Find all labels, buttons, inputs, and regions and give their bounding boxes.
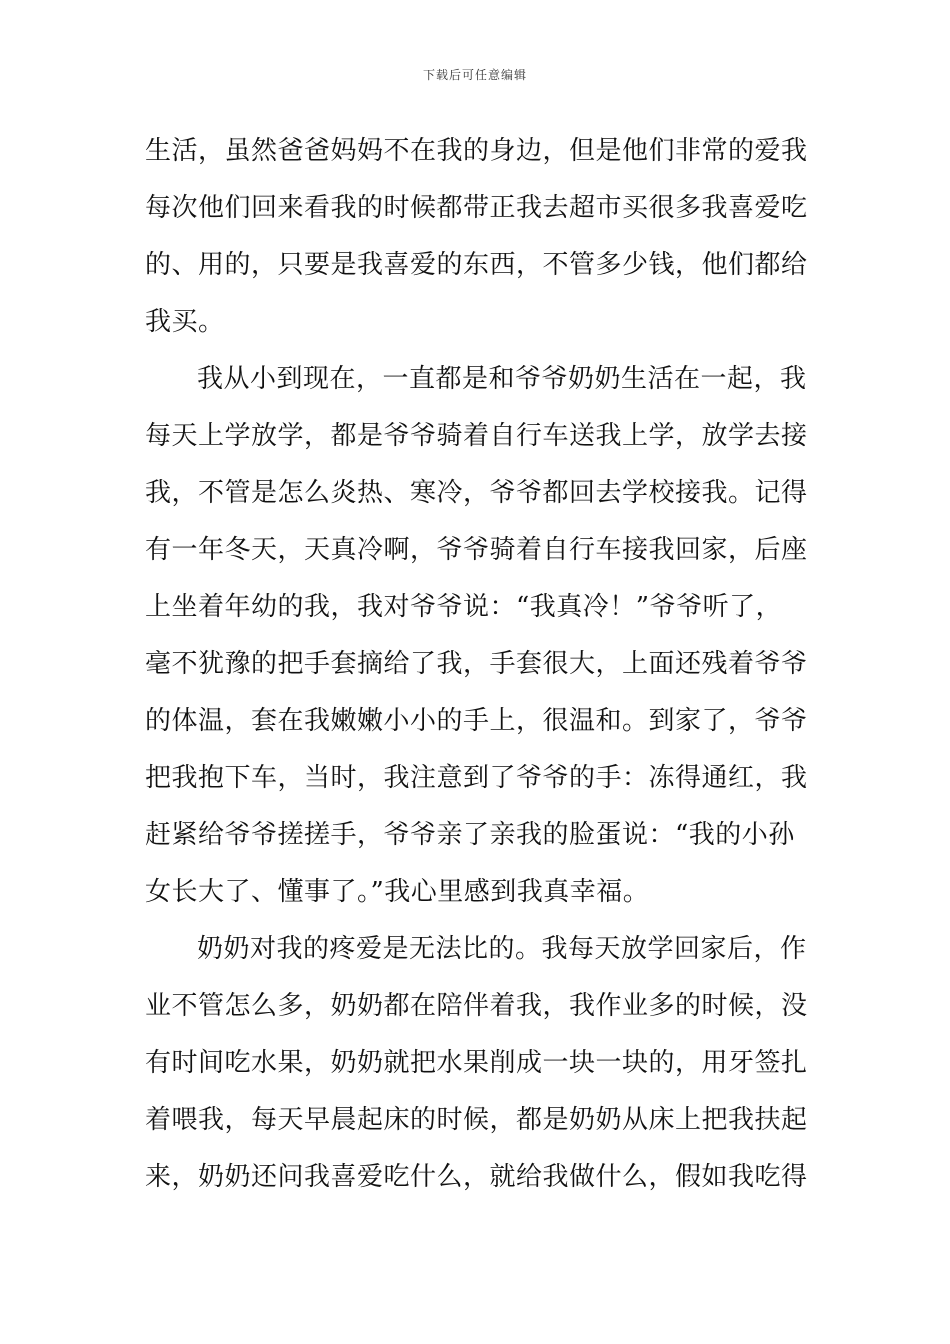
text-line: 有一年冬天，天真冷啊，爷爷骑着自行车接我回家，后座 [145, 535, 808, 565]
text-line: 生活，虽然爸爸妈妈不在我的身边，但是他们非常的爱我 [145, 136, 808, 166]
text-line: 来，奶奶还问我喜爱吃什么，就给我做什么，假如我吃得 [145, 1162, 808, 1192]
text-line: 毫不犹豫的把手套摘给了我，手套很大，上面还残着爷爷 [145, 649, 808, 679]
text-line: 上坐着年幼的我，我对爷爷说：“我真冷！”爷爷听了， [145, 592, 783, 622]
text-line: 女长大了、懂事了。”我心里感到我真幸福。 [145, 877, 650, 907]
text-line: 把我抱下车，当时，我注意到了爷爷的手：冻得通红，我 [145, 763, 808, 793]
paragraph-start-line: 奶奶对我的疼爱是无法比的。我每天放学回家后，作 [197, 934, 807, 964]
text-line: 我买。 [145, 307, 225, 337]
document-body [145, 128, 810, 1211]
text-line: 每天上学放学，都是爷爷骑着自行车送我上学，放学去接 [145, 421, 808, 451]
text-line: 的、用的，只要是我喜爱的东西，不管多少钱，他们都给 [145, 250, 808, 280]
text-line: 有时间吃水果，奶奶就把水果削成一块一块的，用牙签扎 [145, 1048, 808, 1078]
text-line: 的体温，套在我嫩嫩小小的手上，很温和。到家了，爷爷 [145, 706, 808, 736]
text-line: 赶紧给爷爷搓搓手，爷爷亲了亲我的脸蛋说：“我的小孙 [145, 820, 795, 850]
text-line: 每次他们回来看我的时候都带正我去超市买很多我喜爱吃 [145, 193, 808, 223]
text-line: 着喂我，每天早晨起床的时候，都是奶奶从床上把我扶起 [145, 1105, 808, 1135]
paragraph-start-line: 我从小到现在，一直都是和爷爷奶奶生活在一起，我 [197, 364, 807, 394]
text-line: 我，不管是怎么炎热、寒冷，爷爷都回去学校接我。记得 [145, 478, 808, 508]
text-line: 业不管怎么多，奶奶都在陪伴着我，我作业多的时候，没 [145, 991, 808, 1021]
page-header: 下载后可任意编辑 [422, 68, 527, 82]
